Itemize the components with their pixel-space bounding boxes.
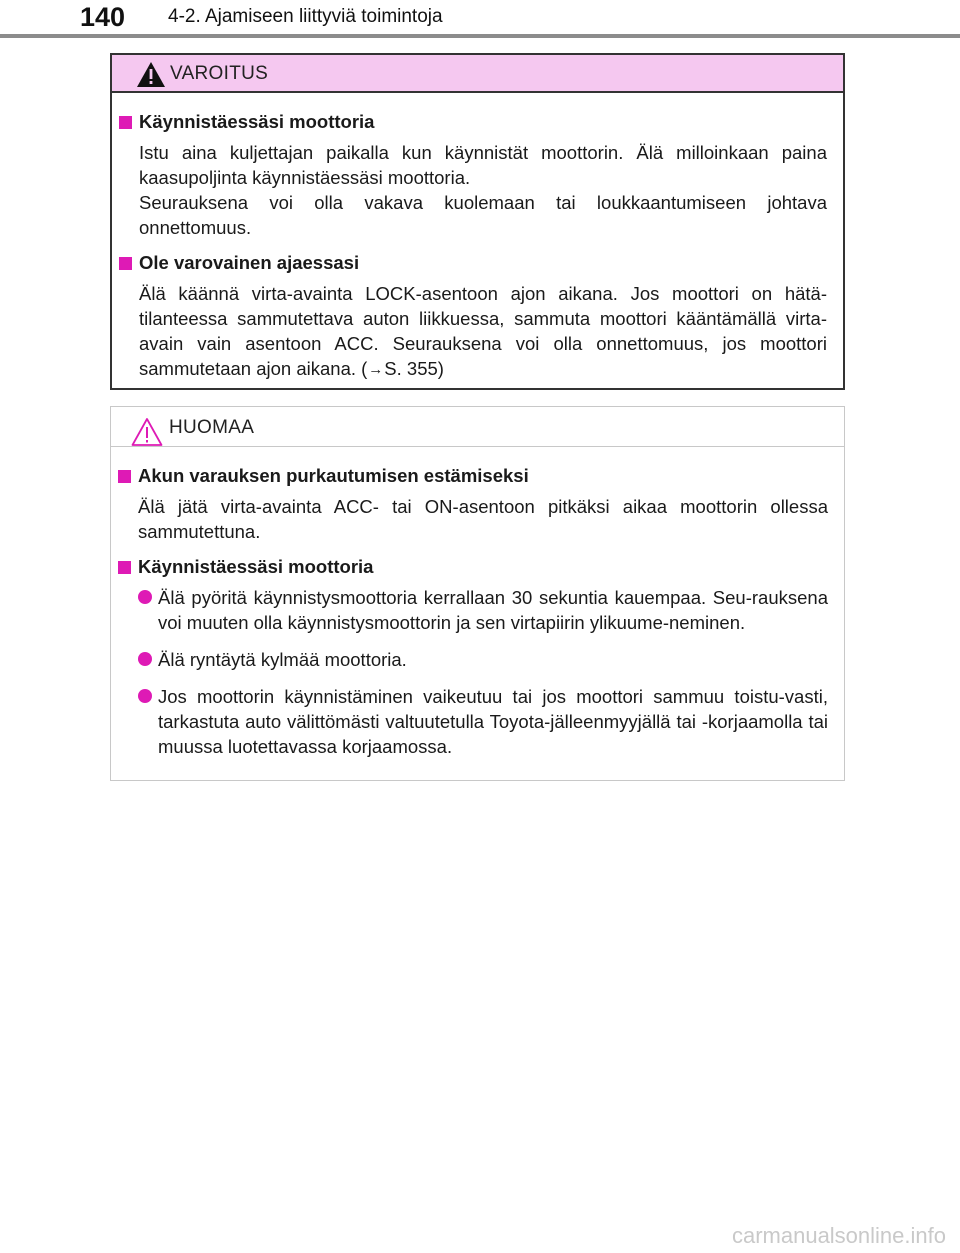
paragraph-line: Istu aina kuljettajan paikalla kun käynnistät moottorin. Älä milloinkaan paina kaasupoljinta käynnistäessäsi moottoria. <box>139 142 827 188</box>
warning-subheading-driving <box>116 252 827 274</box>
warning-starting-text <box>139 140 827 240</box>
notice-subheading-battery <box>115 465 828 487</box>
warning-title: VAROITUS <box>170 63 269 84</box>
page-number: 140 <box>80 2 126 32</box>
paragraph-line: Seurauksena voi olla vakava kuolemaan tai loukkaantumiseen johtava onnettomuus. <box>139 192 827 238</box>
arrow-right-icon: → <box>368 361 384 378</box>
subheading-text: Akun varauksen purkautumisen estämiseksi <box>138 465 529 486</box>
list-item-text: Älä pyöritä käynnistysmoottoria kerrallaan 30 sekuntia kauempaa. Seu-rauksena voi muuten olla käynnistysmoottorin ja sen virtapiirin ylikuume-neminen. <box>158 587 828 633</box>
list-item-text: Älä ryntäytä kylmää moottoria. <box>158 649 407 670</box>
square-bullet-icon <box>118 470 131 483</box>
list-item-text: Jos moottorin käynnistäminen vaikeutuu tai jos moottori sammuu toistu-vasti, tarkastuta auto välittömästi valtuutetulla Toyota-jälleenmyyjällä tai -korjaamolla tai muussa luotettavassa korjaamossa. <box>158 686 828 757</box>
warning-driving-text <box>139 281 827 383</box>
square-bullet-icon <box>119 257 132 270</box>
round-bullet-icon <box>138 689 152 703</box>
square-bullet-icon <box>118 561 131 574</box>
list-item <box>138 585 828 635</box>
subheading-text: Käynnistäessäsi moottoria <box>139 111 375 132</box>
subheading-text: Ole varovainen ajaessasi <box>139 252 360 273</box>
subheading-text: Käynnistäessäsi moottoria <box>138 556 374 577</box>
notice-title: HUOMAA <box>169 417 255 438</box>
warning-triangle-icon <box>136 61 166 88</box>
warning-subheading-starting <box>116 111 827 133</box>
round-bullet-icon <box>138 652 152 666</box>
notice-subheading-starting <box>115 556 828 578</box>
warning-body <box>112 93 843 383</box>
page-reference: S. 355) <box>384 358 444 379</box>
paragraph-text: Älä käännä virta-avainta LOCK-asentoon ajon aikana. Jos moottori on hätä-tilanteessa sammutettava auton liikkuessa, sammuta moottori kääntämällä virta-avain vain asentoon ACC. Seurauksena voi olla onnettomuus, jos moottori sammutetaan ajon aikana. ( <box>139 283 827 379</box>
notice-battery-text: Älä jätä virta-avainta ACC- tai ON-asentoon pitkäksi aikaa moottorin ollessa sammutettuna. <box>138 496 828 542</box>
watermark: carmanualsonline.info <box>731 1223 946 1248</box>
list-item <box>138 647 828 672</box>
warning-box <box>110 53 845 390</box>
square-bullet-icon <box>119 116 132 129</box>
section-title: 4-2. Ajamiseen liittyviä toimintoja <box>168 6 443 27</box>
notice-box <box>110 406 845 781</box>
notice-body <box>111 447 844 759</box>
warning-header <box>112 55 843 93</box>
list-item <box>138 684 828 759</box>
notice-header <box>111 407 844 447</box>
header-rule <box>0 34 960 38</box>
round-bullet-icon <box>138 590 152 604</box>
caution-triangle-icon <box>131 417 163 447</box>
